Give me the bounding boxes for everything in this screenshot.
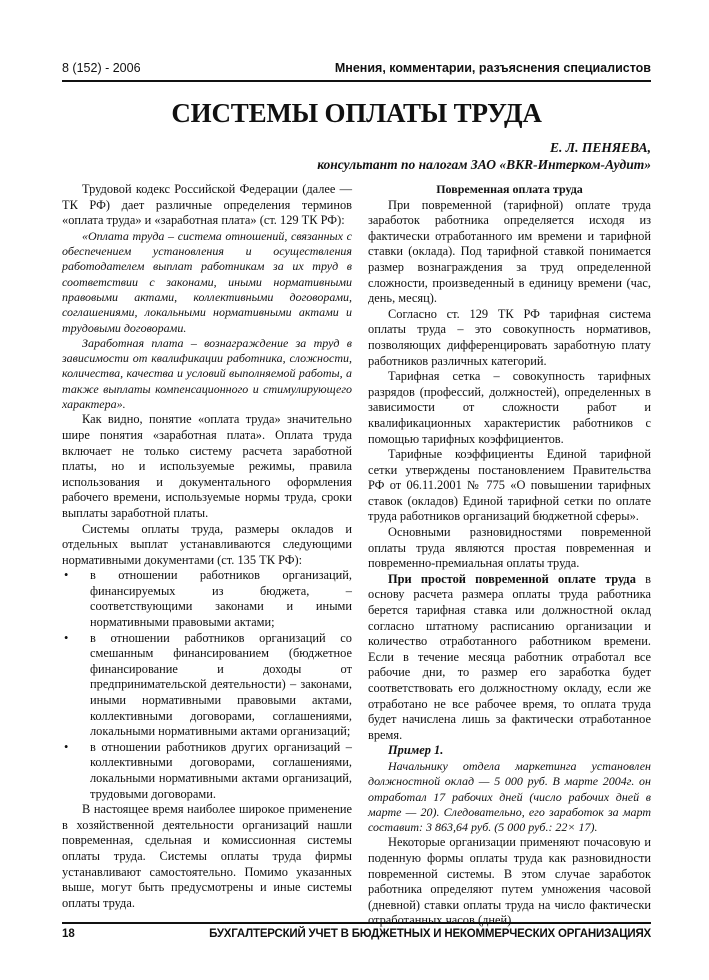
bullet-icon: • (64, 630, 69, 645)
list-item (62, 631, 352, 740)
journal-name: БУХГАЛТЕРСКИЙ УЧЕТ В БЮДЖЕТНЫХ И НЕКОММЕРЧЕСКИХ ОРГАНИЗАЦИЯХ (209, 928, 651, 940)
quote-paragraph: Заработная плата – вознаграждение за труд в зависимости от квалификации работника, сложности, количества, качества и условий выполняемой работы, а также выплаты компенсационного и стимулирующего характера». (62, 335, 352, 412)
paragraph: Тарифные коэффициенты Единой тарифной сетки утверждены постановлением Правительства РФ от 06.11.2001 № 775 «О повышении тарифных ставок (окладов) Единой тарифной сетки по оплате труда работников организаций бюджетной сферы». (368, 447, 651, 524)
author-name: Е. Л. ПЕНЯЕВА, (550, 140, 651, 155)
list-item-text: в отношении работников организаций, финансируемых из бюджета, – соответствующими законами и иными нормативными правовыми актами; (90, 568, 352, 630)
list-item-text: в отношении работников организаций со смешанным финансированием (бюджетное финансирование и доходы от предпринимательской деятельности) – законами, иными нормативными правовыми актами, коллективными договорами, соглашениями, локальными нормативными актами организаций; (90, 630, 352, 739)
page-number: 18 (62, 928, 75, 940)
example-label: Пример 1. (388, 743, 444, 758)
paragraph: Системы оплаты труда, размеры окладов и отдельных выплат устанавливаются следующими нормативными документами (ст. 135 ТК РФ): (62, 521, 352, 567)
section-title: Мнения, комментарии, разъяснения специалистов (334, 61, 651, 75)
author-position: консультант по налогам ЗАО «BKR-Интерком-Аудит» (317, 157, 651, 172)
quote-paragraph: «Оплата труда – система отношений, связанных с обеспечением установления и осуществления работодателем выплат работникам за их труд в соответствии с законами, иными нормативными правовыми актами, коллективными договорами, соглашениями, локальными нормативными актами и трудовыми договорами. (62, 228, 352, 335)
right-column (368, 182, 651, 929)
footer-rule (62, 922, 651, 924)
list-item-text: в отношении работников других организаций – коллективными договорами, соглашениями, локальными нормативными актами организаций, трудовыми договорами. (90, 739, 352, 801)
issue-number: 8 (152) - 2006 (62, 61, 141, 75)
paragraph: В настоящее время наиболее широкое применение в хозяйственной деятельности организаций нашли повременная, сдельная и комиссионная системы оплаты труда. Системы оплаты труда фирмы устанавливают самостоятельно. Помимо указанных выше, могут быть предусмотрены и иные системы оплаты труда. (62, 802, 352, 910)
running-header (62, 58, 651, 80)
author-block (317, 139, 651, 173)
article-title: СИСТЕМЫ ОПЛАТЫ ТРУДА (171, 98, 542, 128)
paragraph: При повременной (тарифной) оплате труда заработок работника определяется исходя из фактически отработанного им времени и тарифной ставки (оклада). Под тарифной ставкой понимается размер вознаграждения за труд определенной сложности, произведенный в единицу времени (час, день, месяц). (368, 197, 651, 306)
example-text: Начальнику отдела маркетинга установлен должностной оклад — 5 000 руб. В марте 2004г. он отработал 17 рабочих дней (число рабочих дней в марте — 20). Следовательно, его заработок за март составит: 3 863,64 руб. (5 000 руб.: 22× 17). (368, 758, 651, 835)
lead-in-bold: При простой повременной оплате труда (388, 571, 636, 586)
subsection-heading: Повременная оплата труда (436, 182, 583, 196)
paragraph: Тарифная сетка – совокупность тарифных разрядов (профессий, должностей), определенных в зависимости от сложности работ и квалификационных характеристик работников с помощью тарифных коэффициентов. (368, 369, 651, 446)
bullet-list (62, 568, 352, 802)
paragraph: Согласно ст. 129 ТК РФ тарифная система оплаты труда – это совокупность нормативов, позволяющих дифференцировать заработную плату работников различных категорий. (368, 306, 651, 368)
header-rule (62, 80, 651, 82)
running-footer (62, 928, 651, 946)
bullet-icon: • (64, 739, 69, 754)
list-item (62, 740, 352, 802)
paragraph: Как видно, понятие «оплата труда» значительно шире понятия «заработная плата». Оплата труда включает не только систему расчета заработной платы, но и используемые режимы, правила использования и документального оформления рабочего времени, используемые нормы труда, сроки выплаты заработной платы. (62, 412, 352, 520)
bullet-icon: • (64, 568, 69, 583)
paragraph: Некоторые организации применяют почасовую и поденную формы оплаты труда как разновидности повременной системы. В этом случае заработок работника определяют путем умножения часовой (дневной) ставки оплаты труда на число фактически отработанных часов (дней). (368, 835, 651, 928)
paragraph (368, 572, 651, 744)
paragraph-text: в основу расчета размера оплаты труда работника берется тарифная ставка или должностной оклад согласно штатному расписанию организации и количество отработанного работником времени. Если в течение месяца работник отработал все рабочие дни, то размер его заработка будет соответствовать его должностному окладу, если же отработано не все рабочее время, то оплата труда будет начислена лишь за фактически отработанное время. (368, 571, 651, 742)
left-column (62, 182, 352, 911)
paragraph: Основными разновидностями повременной оплаты труда являются простая повременная и повременно-премиальная оплаты труда. (368, 525, 651, 571)
paragraph: Трудовой кодекс Российской Федерации (далее — ТК РФ) дает различные определения терминов «оплата труда» и «заработная плата» (ст. 129 ТК РФ): (62, 182, 352, 228)
list-item (62, 568, 352, 630)
